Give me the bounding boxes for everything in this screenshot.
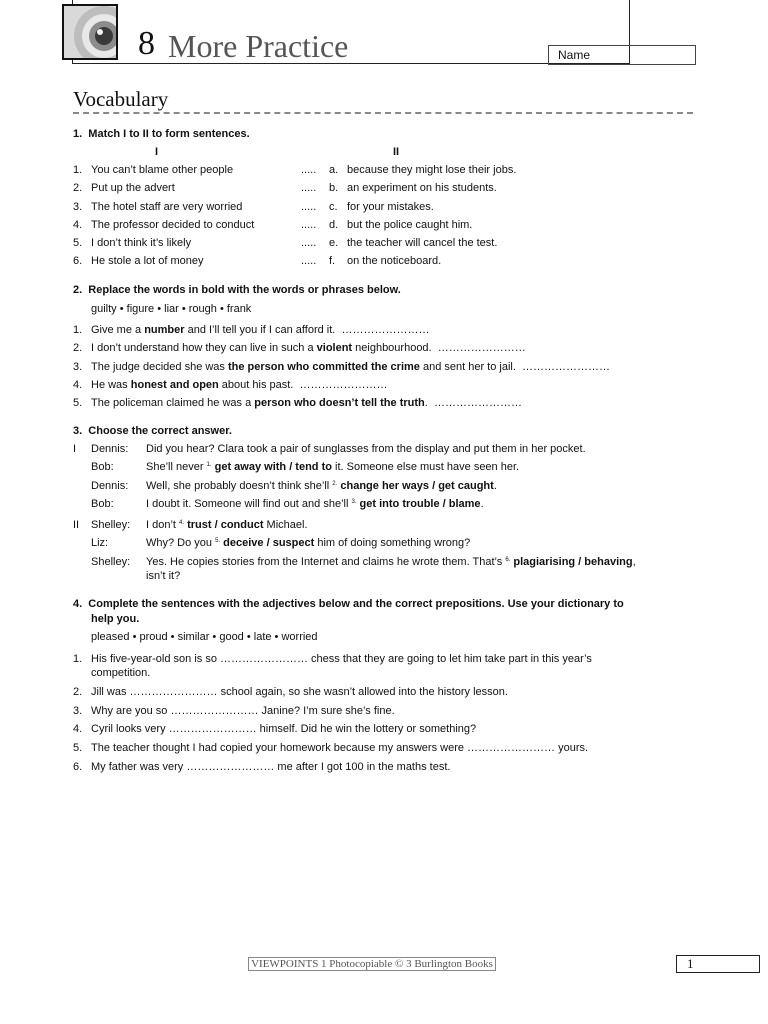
- list-item: 2. Put up the advert: [73, 182, 175, 195]
- answer-blank[interactable]: .....: [301, 200, 317, 213]
- answer-choice[interactable]: get away with / tend to: [214, 461, 332, 474]
- dialogue-line-cont: isn’t it?: [146, 569, 181, 582]
- answer-blank[interactable]: .....: [301, 237, 317, 250]
- section-title: Vocabulary: [73, 87, 169, 111]
- dialogue-line: Bob: She’ll never $^{1.}$ get away with / tend to it. Someone else must have seen her.: [91, 461, 520, 474]
- answer-blank[interactable]: ……………………: [299, 378, 388, 391]
- ex3-dialogue-1: [91, 443, 586, 516]
- list-item: 4. The professor decided to conduct: [73, 218, 255, 231]
- list-item: 6. My father was very …………………… me after I got 100 in the maths test.: [73, 760, 451, 773]
- answer-blank[interactable]: .....: [301, 218, 317, 231]
- header-frame: [72, 0, 630, 64]
- answer-blank[interactable]: ……………………: [220, 653, 308, 665]
- answer-blank[interactable]: ……………………: [186, 760, 275, 773]
- list-item: 1. Give me a number and I’ll tell you if I can afford it. ……………………: [73, 324, 430, 336]
- ex2-wordbank: guilty • figure • liar • rough • frank: [91, 303, 252, 315]
- list-item: 4. He was honest and open about his past. ……………………: [73, 378, 388, 391]
- ex4-list: [73, 653, 592, 780]
- answer-blank[interactable]: ……………………: [341, 324, 430, 336]
- list-item: 2. I don’t understand how they can live in such a violent neighbourhood. ……………………: [73, 342, 526, 355]
- list-item: 3. The hotel staff are very worried: [73, 200, 243, 213]
- list-item: d. but the police caught him.: [329, 218, 473, 231]
- list-item: e. the teacher will cancel the test.: [329, 237, 498, 250]
- page-number: 1: [676, 955, 760, 973]
- ex1-col2-header: II: [393, 146, 400, 158]
- ex4-title-cont: help you.: [91, 613, 140, 625]
- list-item: 1. His five-year-old son is so …………………… chess that they are going to let him take part in this year’s: [73, 653, 592, 665]
- dialogue-line: Liz: Why? Do you $^{5.}$ deceive / suspect him of doing something wrong?: [91, 537, 471, 550]
- ex3-title: 3. Choose the correct answer.: [73, 425, 232, 437]
- ex3-dialogue-2: [91, 519, 636, 584]
- answer-choice[interactable]: get into trouble / blame: [359, 497, 481, 510]
- answer-blank[interactable]: ……………………: [433, 397, 522, 410]
- list-item: 5. I don’t think it’s likely: [73, 237, 192, 250]
- list-item: 2. Jill was …………………… school again, so she wasn’t allowed into the history lesson.: [73, 685, 508, 698]
- name-field[interactable]: [548, 45, 696, 65]
- answer-blank[interactable]: ……………………: [129, 685, 218, 698]
- answer-blank[interactable]: .....: [301, 255, 317, 268]
- answer-choice[interactable]: trust / conduct: [187, 519, 264, 531]
- dialogue-line: Dennis: Well, she probably doesn’t think she’ll $^{2.}$ change her ways / get caught.: [91, 479, 497, 492]
- unit-logo-icon: [62, 4, 118, 60]
- ex2-title: 2. Replace the words in bold with the words or phrases below.: [73, 284, 401, 296]
- list-item: a. because they might lose their jobs.: [329, 164, 517, 176]
- dialogue-line: Bob: I doubt it. Someone will find out and she’ll $^{3.}$ get into trouble / blame.: [91, 497, 484, 510]
- ex3-part1-label: I: [73, 443, 77, 455]
- ex4-title: 4. Complete the sentences with the adjectives below and the correct prepositions. Use your dictionary to: [73, 598, 624, 610]
- list-item-cont: competition.: [91, 667, 151, 679]
- list-item: b. an experiment on his students.: [329, 182, 497, 195]
- answer-blank[interactable]: .....: [301, 182, 317, 195]
- answer-blank[interactable]: .....: [301, 164, 317, 176]
- list-item: c. for your mistakes.: [329, 200, 434, 213]
- name-label: Name: [558, 48, 591, 62]
- ex4-wordbank: pleased • proud • similar • good • late • worried: [91, 631, 318, 643]
- ex3-part2-label: II: [73, 519, 80, 531]
- section-divider: [73, 112, 693, 114]
- footer-credit: VIEWPOINTS 1 Photocopiable © 3 Burlington Books: [248, 957, 496, 971]
- dialogue-line: Dennis: Did you hear? Clara took a pair of sunglasses from the display and put them in her pocket.: [91, 443, 586, 455]
- answer-blank[interactable]: ……………………: [170, 704, 259, 717]
- dialogue-line: Shelley: Yes. He copies stories from the Internet and claims he wrote them. That’s $^{6.}$ plagiarising / behaving,: [91, 555, 636, 568]
- list-item: 6. He stole a lot of money: [73, 255, 204, 268]
- ex1-left-list: [73, 164, 254, 274]
- answer-blank[interactable]: ……………………: [168, 723, 257, 736]
- list-item: 3. The judge decided she was the person who committed the crime and sent her to jail. ……………………: [73, 360, 611, 373]
- unit-number: 8: [138, 25, 155, 62]
- list-item: 3. Why are you so …………………… Janine? I’m sure she’s fine.: [73, 704, 395, 717]
- list-item: 1. You can’t blame other people: [73, 164, 234, 176]
- list-item: 5. The teacher thought I had copied your homework because my answers were …………………… yours.: [73, 742, 589, 755]
- list-item: f. on the noticeboard.: [329, 255, 442, 268]
- list-item: 5. The policeman claimed he was a person who doesn’t tell the truth. ……………………: [73, 397, 522, 410]
- answer-blank[interactable]: ……………………: [467, 742, 556, 755]
- ex1-right-list: [329, 164, 516, 274]
- list-item: 4. Cyril looks very …………………… himself. Did he win the lottery or something?: [73, 723, 477, 736]
- answer-choice[interactable]: plagiarising / behaving: [513, 555, 633, 568]
- ex1-blanks[interactable]: [301, 164, 316, 274]
- unit-title: More Practice: [168, 28, 349, 64]
- ex1-title: 1. Match I to II to form sentences.: [73, 128, 250, 140]
- ex2-list: [73, 324, 610, 415]
- answer-choice[interactable]: change her ways / get caught: [340, 479, 494, 492]
- answer-choice[interactable]: deceive / suspect: [223, 537, 315, 550]
- answer-blank[interactable]: ……………………: [437, 342, 526, 355]
- answer-blank[interactable]: ……………………: [522, 360, 611, 373]
- dialogue-line: Shelley: I don’t $^{4.}$ trust / conduct Michael.: [91, 519, 308, 531]
- ex1-col1-header: I: [155, 146, 159, 158]
